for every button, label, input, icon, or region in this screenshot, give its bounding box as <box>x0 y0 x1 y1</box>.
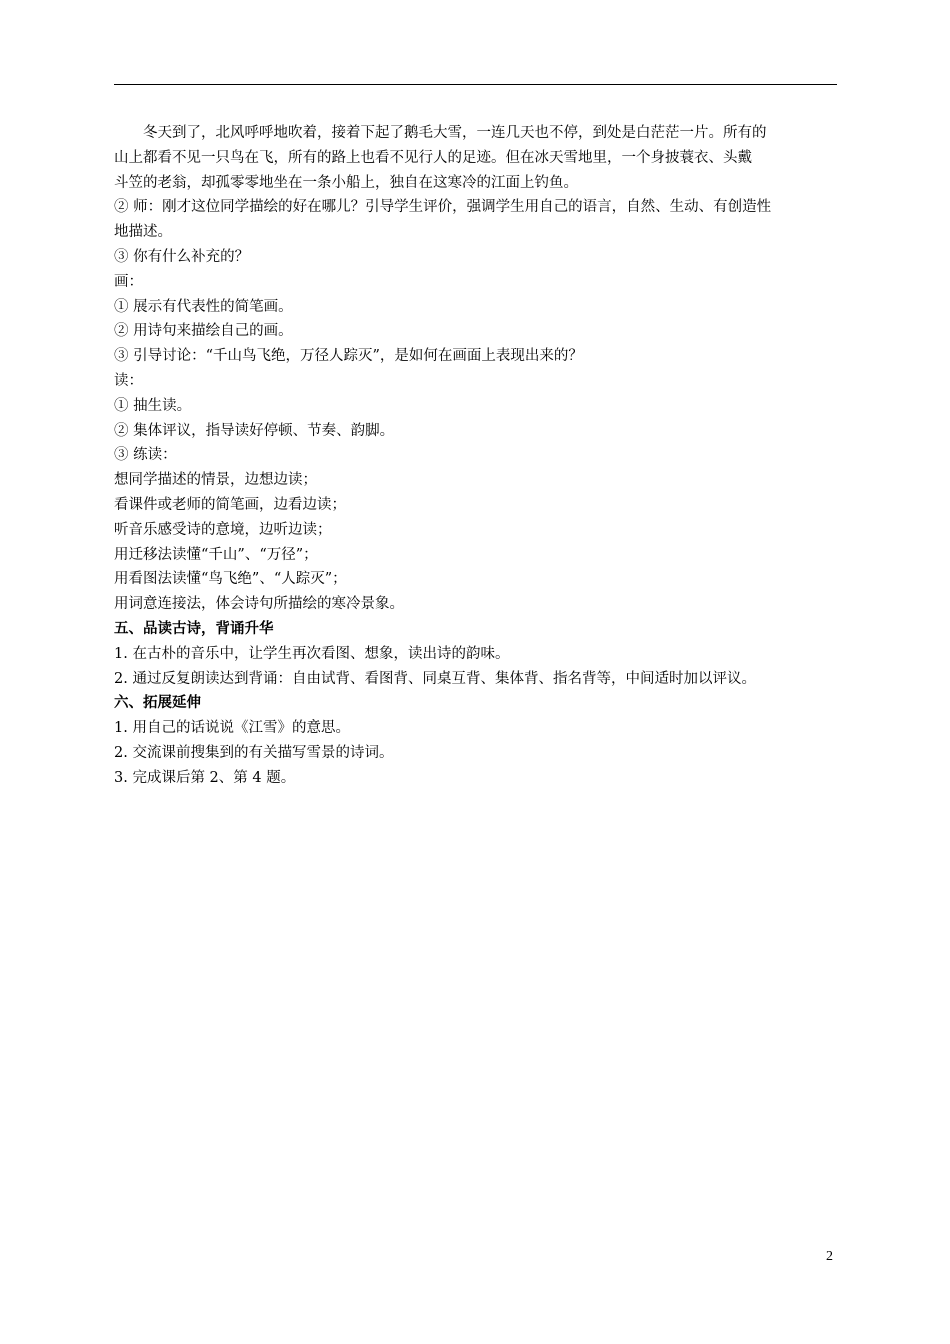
practice-line: 用词意连接法，体会诗句所描绘的寒冷景象。 <box>114 596 404 613</box>
paragraph-line: 斗笠的老翁，却孤零零地坐在一条小船上，独自在这寒冷的江面上钓鱼。 <box>114 174 578 191</box>
paragraph-line: 冬天到了，北风呼呼地吹着，接着下起了鹅毛大雪，一连几天也不停，到处是白茫茫一片。所有的 <box>143 125 767 141</box>
list-item: ① 抽生读。 <box>114 397 192 414</box>
list-item: ③ 引导讨论：“千山鸟飞绝，万径人踪灭”，是如何在画面上表现出来的？ <box>114 348 583 365</box>
page-number: 2 <box>826 1249 833 1264</box>
practice-line: 想同学描述的情景，边想边读； <box>114 472 317 489</box>
practice-line: 听音乐感受诗的意境，边听边读； <box>114 521 332 538</box>
paragraph-line: ② 师：刚才这位同学描绘的好在哪儿？引导学生评价，强调学生用自己的语言，自然、生动、有创造性 <box>114 199 772 216</box>
header-rule <box>114 84 837 85</box>
practice-line: 看课件或老师的简笔画，边看边读； <box>114 496 346 513</box>
list-item: 1. 用自己的话说说《江雪》的意思。 <box>114 720 350 737</box>
subheading-draw: 画： <box>114 273 143 290</box>
list-item: 3. 完成课后第 2、第 4 题。 <box>114 769 296 786</box>
list-item: ② 集体评议，指导读好停顿、节奏、韵脚。 <box>114 422 395 439</box>
list-item: ② 用诗句来描绘自己的画。 <box>114 323 293 340</box>
document-body <box>114 121 838 791</box>
list-item: 1. 在古朴的音乐中，让学生再次看图、想象，读出诗的韵味。 <box>114 645 510 662</box>
section-heading-5: 五、品读古诗，背诵升华 <box>114 620 274 637</box>
paragraph-line: 山上都看不见一只鸟在飞，所有的路上也看不见行人的足迹。但在冰天雪地里，一个身披蓑衣、头戴 <box>114 149 752 166</box>
list-item: 2. 通过反复朗读达到背诵：自由试背、看图背、同桌互背、集体背、指名背等，中间适时加以评议。 <box>114 670 756 687</box>
practice-line: 用迁移法读懂“千山”、“万径”； <box>114 546 318 563</box>
practice-line: 用看图法读懂“鸟飞绝”、“人踪灭”； <box>114 571 347 588</box>
paragraph-line: ③ 你有什么补充的？ <box>114 248 250 265</box>
list-item: ① 展示有代表性的简笔画。 <box>114 298 293 315</box>
list-item: 2. 交流课前搜集到的有关描写雪景的诗词。 <box>114 744 394 761</box>
subheading-read: 读： <box>114 372 143 389</box>
list-item: ③ 练读： <box>114 447 177 464</box>
paragraph-line: 地描述。 <box>114 224 172 241</box>
section-heading-6: 六、拓展延伸 <box>114 695 201 712</box>
